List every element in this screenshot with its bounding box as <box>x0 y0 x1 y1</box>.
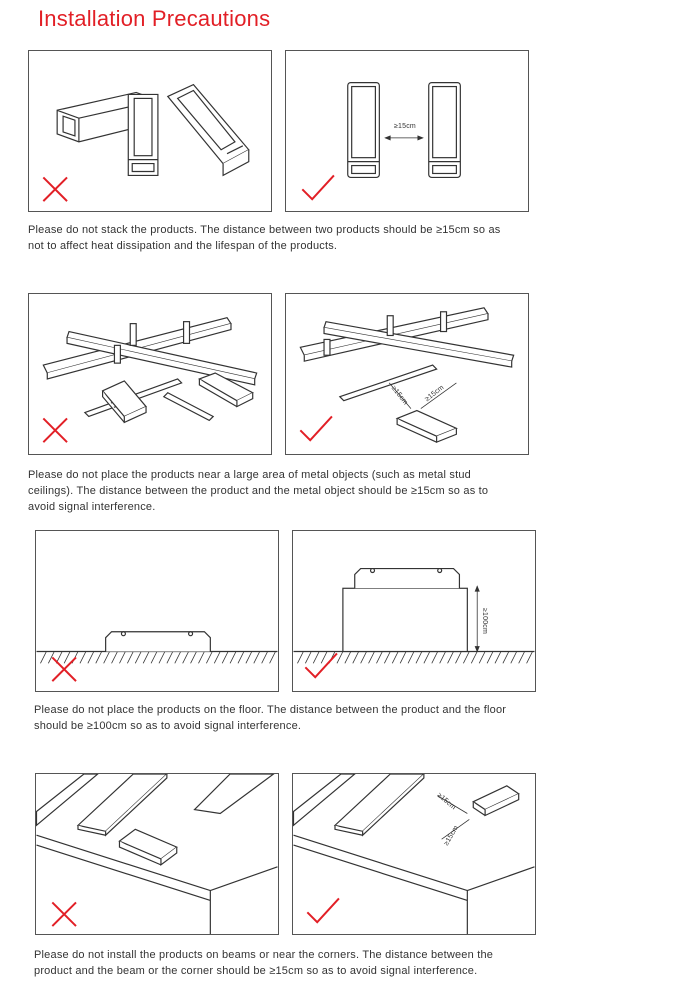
distance-label: ≥15cm <box>394 123 416 130</box>
wrong-example-floor-panel <box>35 530 279 692</box>
height-label: ≥100cm <box>481 607 489 635</box>
caption-3-line-2: should be ≥100cm so as to avoid signal interference. <box>34 720 302 732</box>
check-mark-icon <box>286 51 528 211</box>
correct-example-beam-panel <box>292 773 536 935</box>
cross-mark-icon <box>36 531 278 691</box>
caption-2-line-2: ceilings). The distance between the product and the metal object should be ≥15cm so as to <box>28 485 489 497</box>
correct-example-raised-panel <box>292 530 536 692</box>
wrong-example-beam-panel <box>35 773 279 935</box>
caption-2-line-3: avoid signal interference. <box>28 501 156 513</box>
distance-label-corner: ≥15cm <box>443 824 461 848</box>
check-mark-icon <box>293 774 535 934</box>
distance-label-right: ≥15cm <box>423 384 446 404</box>
correct-example-spaced-panel <box>285 50 529 212</box>
cross-mark-icon <box>29 294 271 454</box>
cross-mark-icon <box>29 51 271 211</box>
caption-2-line-1: Please do not place the products near a large area of metal objects (such as metal stud <box>28 469 471 481</box>
wrong-example-metal-ceiling-panel <box>28 293 272 455</box>
caption-4-line-1: Please do not install the products on beams or near the corners. The distance between the <box>34 949 494 961</box>
wrong-example-stacked-panel <box>28 50 272 212</box>
check-mark-icon <box>293 531 535 691</box>
check-mark-icon <box>286 294 528 454</box>
page-title: Installation Precautions <box>38 6 271 31</box>
distance-label-beam: ≥15cm <box>435 791 457 812</box>
caption-1-line-2: not to affect heat dissipation and the lifespan of the products. <box>28 240 338 252</box>
correct-example-metal-ceiling-panel <box>285 293 529 455</box>
caption-3-line-1: Please do not place the products on the floor. The distance between the product and the floor <box>34 704 507 716</box>
distance-label-left: ≥15cm <box>389 384 409 407</box>
caption-1-line-1: Please do not stack the products. The distance between two products should be ≥15cm so as <box>28 224 501 236</box>
caption-4-line-2: product and the beam or the corner should be ≥15cm so as to avoid signal interference. <box>34 965 478 977</box>
cross-mark-icon <box>36 774 278 934</box>
